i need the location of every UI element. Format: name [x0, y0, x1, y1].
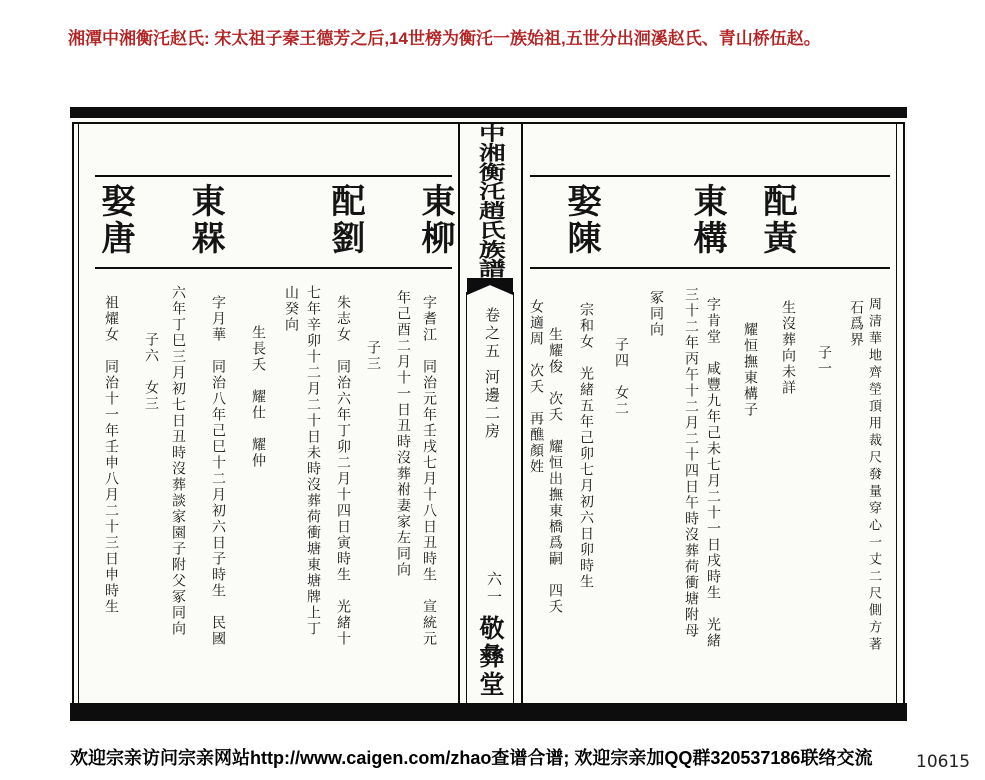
- entry-column: 字耆江 同治元年壬戌七月十八日丑時生 宣統元: [421, 295, 436, 647]
- scan-number: 10615: [916, 752, 971, 772]
- entry-column: 子一: [816, 345, 831, 377]
- entry-column: 山癸向: [283, 285, 298, 333]
- entry-header-dong-gou: 東構: [688, 183, 725, 257]
- footer-contact-text: 欢迎宗亲访问宗亲网站http://www.caigen.com/zhao查谱合谱; 欢迎宗亲加QQ群320537186联络交流: [70, 748, 873, 768]
- volume-label: 卷之五: [483, 307, 499, 361]
- entry-column: 生沒葬向未詳: [780, 300, 795, 396]
- entry-header-dong-liu: 東柳: [416, 183, 453, 257]
- entry-column: 生長夭 耀仕 耀仲: [250, 325, 265, 469]
- spine-right-rule: [521, 122, 523, 705]
- entry-column: 朱志女 同治六年丁卯二月十四日寅時生 光緒十: [335, 295, 350, 647]
- entry-column: 石爲界: [848, 300, 863, 348]
- entry-column: 耀恒撫東構子: [742, 322, 757, 418]
- left-header-bottom-rule: [95, 267, 452, 269]
- frame-left-rule: [72, 122, 74, 705]
- fishtail-mark: [467, 278, 513, 295]
- entry-column: 三十二年丙午十二月二十四日午時沒葬荷衝塘附母: [683, 287, 698, 639]
- entry-header-qu-tang: 娶唐: [96, 183, 133, 257]
- entry-header-pei-huang: 配黃: [758, 183, 795, 257]
- entry-column: 子六 女三: [143, 332, 158, 412]
- entry-column: 七年辛卯十二月二十日未時沒葬荷衝塘東塘牌上丁: [305, 285, 320, 637]
- entry-column: 子三: [365, 340, 380, 372]
- page-bottom-edge-bar: [70, 703, 907, 721]
- frame-right-rule: [903, 122, 905, 705]
- frame-left-inner-rule: [78, 122, 79, 705]
- entry-column: 宗和女 光緒五年己卯七月初六日卯時生: [578, 302, 593, 590]
- entry-column: 子四 女二: [613, 337, 628, 417]
- entry-column: 祖燿女 同治十一年壬申八月二十三日申時生: [103, 295, 118, 615]
- hall-name: 敬彝堂: [476, 615, 503, 699]
- genealogy-scan-page: [70, 107, 907, 725]
- entry-column: 冢同向: [648, 290, 663, 338]
- book-title: 中湘衡汑趙氏族譜: [474, 123, 505, 279]
- right-header-top-rule: [530, 175, 890, 177]
- entry-header-qu-chen: 娶陳: [562, 183, 599, 257]
- spine-inner-left-rule: [466, 292, 467, 703]
- grave-margin-note: 周清華地齊塋頂用裁尺發量穿心一丈二尺側方著: [867, 297, 882, 654]
- right-header-bottom-rule: [530, 267, 890, 269]
- page-top-edge-bar: [70, 107, 907, 118]
- spine-left-rule: [458, 122, 460, 705]
- folio-number: 六一: [485, 571, 501, 607]
- entry-header-dong-mei: 東槑: [186, 183, 223, 257]
- frame-right-inner-rule: [896, 122, 897, 705]
- spine-inner-right-rule: [513, 292, 514, 703]
- lineage-annotation: 湘潭中湘衡汑赵氏: 宋太祖子秦王德芳之后,14世榜为衡汑一族始祖,五世分出洄溪赵氏、青山桥伍赵。: [68, 29, 821, 48]
- entry-column: 六年丁巳三月初七日丑時沒葬談家園子附父冢同向: [170, 285, 185, 637]
- entry-column: 字肯堂 咸豐九年己未七月二十一日戌時生 光緒: [705, 297, 720, 649]
- entry-column: 女適周 次夭 再醮顏姓: [528, 299, 543, 475]
- left-header-top-rule: [95, 175, 452, 177]
- entry-column: 字月華 同治八年己巳十二月初六日子時生 民國: [210, 295, 225, 647]
- branch-label: 河邊二房: [483, 369, 499, 441]
- entry-header-pei-liu: 配劉: [326, 183, 363, 257]
- entry-column: 生耀俊 次夭 耀恒出撫東橋爲嗣 四夭: [547, 327, 562, 615]
- entry-column: 年己酉二月十一日丑時沒葬祔妻家左同向: [395, 290, 410, 578]
